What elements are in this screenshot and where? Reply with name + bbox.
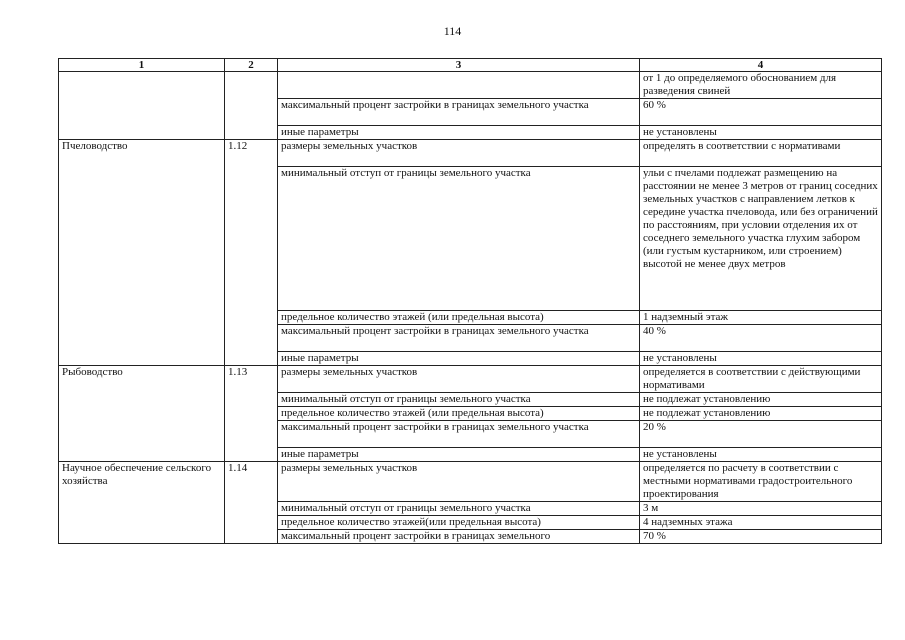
use-type-cell: Пчеловодство [59,140,225,366]
parameter-cell: предельное количество этажей(или предельная высота) [278,516,640,530]
column-header-3: 3 [278,59,640,72]
parameter-cell: минимальный отступ от границы земельного участка [278,167,640,311]
column-header-4: 4 [640,59,882,72]
use-type-cell: Рыбоводство [59,366,225,462]
value-cell: 1 надземный этаж [640,311,882,325]
value-cell: не подлежат установлению [640,407,882,421]
use-type-cell [59,72,225,140]
value-cell: определять в соответствии с нормативами [640,140,882,167]
parameter-cell: предельное количество этажей (или предельная высота) [278,311,640,325]
parameter-cell: размеры земельных участков [278,140,640,167]
parameter-cell: максимальный процент застройки в границах земельного участка [278,421,640,448]
page-number: 114 [443,24,462,38]
parameter-cell: иные параметры [278,126,640,140]
value-cell: от 1 до определяемого обоснованием для разведения свиней [640,72,882,99]
table-row [59,72,882,99]
value-cell: определяется по расчету в соответствии с местными нормативами градостроительного проектирования [640,462,882,502]
value-cell: определяется в соответствии с действующими нормативами [640,366,882,393]
parameter-cell: максимальный процент застройки в границах земельного участка [278,325,640,352]
table-row [59,366,882,393]
parameter-cell: минимальный отступ от границы земельного участка [278,393,640,407]
land-use-parameters-table [58,58,882,544]
use-type-cell: Научное обеспечение сельского хозяйства [59,462,225,544]
parameter-cell: минимальный отступ от границы земельного участка [278,502,640,516]
value-cell: не установлены [640,448,882,462]
value-cell: не подлежат установлению [640,393,882,407]
value-cell: 40 % [640,325,882,352]
value-cell: 3 м [640,502,882,516]
table-row [59,462,882,502]
value-cell: не установлены [640,352,882,366]
use-code-cell [225,72,278,140]
use-code-cell: 1.12 [225,140,278,366]
value-cell: 20 % [640,421,882,448]
parameter-cell: максимальный процент застройки в границах земельного [278,530,640,544]
column-header-2: 2 [225,59,278,72]
parameter-cell: предельное количество этажей (или предельная высота) [278,407,640,421]
parameter-cell: иные параметры [278,352,640,366]
value-cell: 4 надземных этажа [640,516,882,530]
table-header-row [59,59,882,72]
value-cell: ульи с пчелами подлежат размещению на расстоянии не менее 3 метров от границ соседних земельных участков с направлением летков к середине участка пчеловода, или без ограничений по расстояниям, при условии отделения их от соседнего земельного участка глухим забором (или густым кустарником, или строением) высотой не менее двух метров [640,167,882,311]
parameter-cell [278,72,640,99]
parameter-cell: максимальный процент застройки в границах земельного участка [278,99,640,126]
column-header-1: 1 [59,59,225,72]
value-cell: 60 % [640,99,882,126]
value-cell: не установлены [640,126,882,140]
parameter-cell: размеры земельных участков [278,462,640,502]
value-cell: 70 % [640,530,882,544]
parameter-cell: размеры земельных участков [278,366,640,393]
use-code-cell: 1.13 [225,366,278,462]
table-row [59,140,882,167]
use-code-cell: 1.14 [225,462,278,544]
parameter-cell: иные параметры [278,448,640,462]
